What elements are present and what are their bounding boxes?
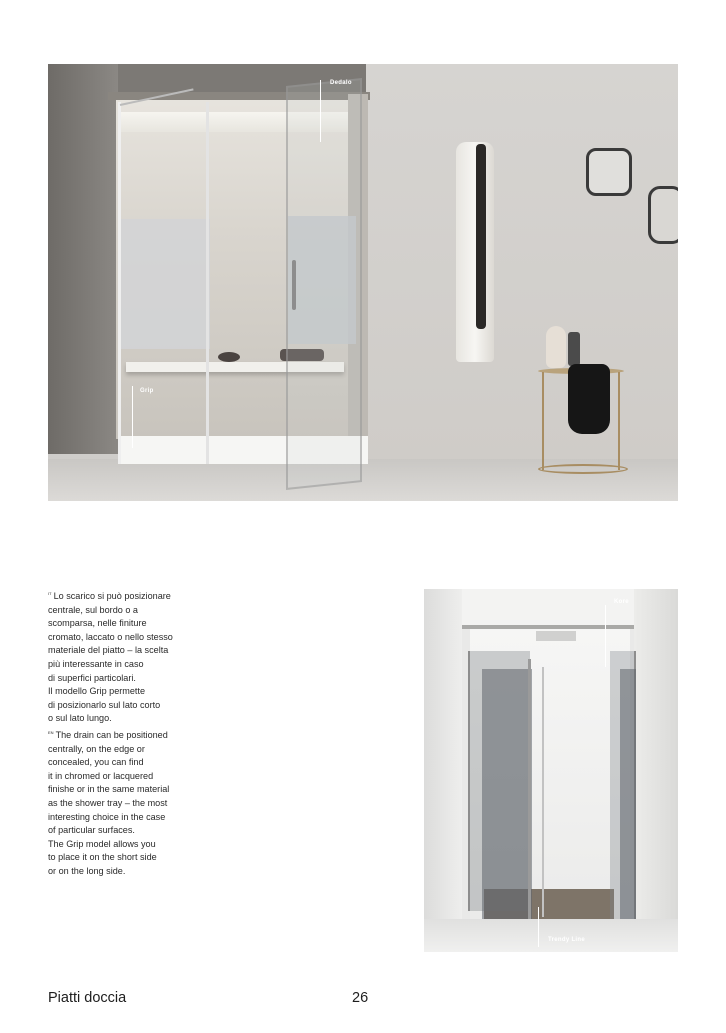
en-marker: EN xyxy=(48,729,54,735)
text-line: centrally, on the edge or xyxy=(48,743,145,754)
side-table-leg xyxy=(542,372,544,470)
wall-mirror-small xyxy=(648,186,678,244)
label-kore: Kore xyxy=(614,599,629,605)
text-line: to place it on the short side xyxy=(48,852,157,863)
text-line: concealed, you can find xyxy=(48,757,144,768)
side-table-base xyxy=(538,464,628,474)
bottle xyxy=(568,332,580,366)
text-line: più interessante in caso xyxy=(48,658,144,669)
vase xyxy=(546,326,566,368)
photo-left-wall xyxy=(48,64,118,454)
text-line: materiale del piatto – la scelta xyxy=(48,645,169,656)
text-line: The Grip model allows you xyxy=(48,838,156,849)
text-line: as the shower tray – the most xyxy=(48,797,168,808)
bathrobe xyxy=(456,142,494,362)
text-line: o sul lato lungo. xyxy=(48,713,112,724)
ceiling-shower-head xyxy=(536,631,576,641)
page-number: 26 xyxy=(352,990,369,1006)
photo-ceiling xyxy=(462,589,634,625)
text-line-it-1: $^{IT}$ Lo scarico si può posizionare xyxy=(48,591,171,601)
glass-panel-profile xyxy=(206,102,209,464)
it-marker: IT xyxy=(48,591,52,596)
grip-leader-line xyxy=(132,386,133,448)
photo-floor xyxy=(424,919,678,952)
bench-stones xyxy=(218,352,240,362)
black-towel xyxy=(568,364,610,434)
text-line: centrale, sul bordo o a xyxy=(48,604,138,615)
photo-right-wall xyxy=(634,589,678,952)
text-line-en-1: $^{EN}$ The drain can be positioned xyxy=(48,729,168,740)
text-line: di posizionarlo sul lato corto xyxy=(48,699,161,710)
text-line: cromato, laccato o nello stesso xyxy=(48,631,173,642)
text-line: finishe or in the same material xyxy=(48,784,170,795)
text-line: or on the long side. xyxy=(48,865,126,876)
text-line: of particular surfaces. xyxy=(48,825,135,836)
text-line: it in chromed or lacquered xyxy=(48,770,154,781)
glass-profile xyxy=(528,659,531,921)
tinted-door-right xyxy=(620,669,636,919)
robe-strap xyxy=(476,144,486,329)
text-line: di superfici particolari. xyxy=(48,672,136,683)
text-line: interesting choice in the case xyxy=(48,811,166,822)
dedalo-leader-line xyxy=(320,80,321,142)
wall-mirror xyxy=(586,148,632,196)
frosted-glass-panel xyxy=(118,219,210,349)
tinted-door-left xyxy=(482,669,532,919)
description-text xyxy=(48,587,218,878)
hero-photo-dedalo xyxy=(48,64,678,501)
trendy-leader-line xyxy=(538,907,539,947)
glass-profile-inner xyxy=(542,667,544,917)
label-dedalo: Dedalo xyxy=(330,80,352,86)
footer-section-title: Piatti doccia xyxy=(48,990,127,1006)
photo-kore xyxy=(424,589,678,952)
text-line: scomparsa, nelle finiture xyxy=(48,618,147,629)
door-handle xyxy=(292,260,296,310)
photo-wall xyxy=(366,64,678,464)
kore-leader-line xyxy=(605,605,606,667)
open-glass-door xyxy=(286,78,362,490)
glass-panel-edge xyxy=(118,102,121,464)
label-trendy-line: Trendy Line xyxy=(548,937,585,943)
photo-left-wall xyxy=(424,589,462,952)
label-grip: Grip xyxy=(140,388,154,394)
text-line: Il modello Grip permette xyxy=(48,686,146,697)
side-table-leg xyxy=(618,372,620,470)
